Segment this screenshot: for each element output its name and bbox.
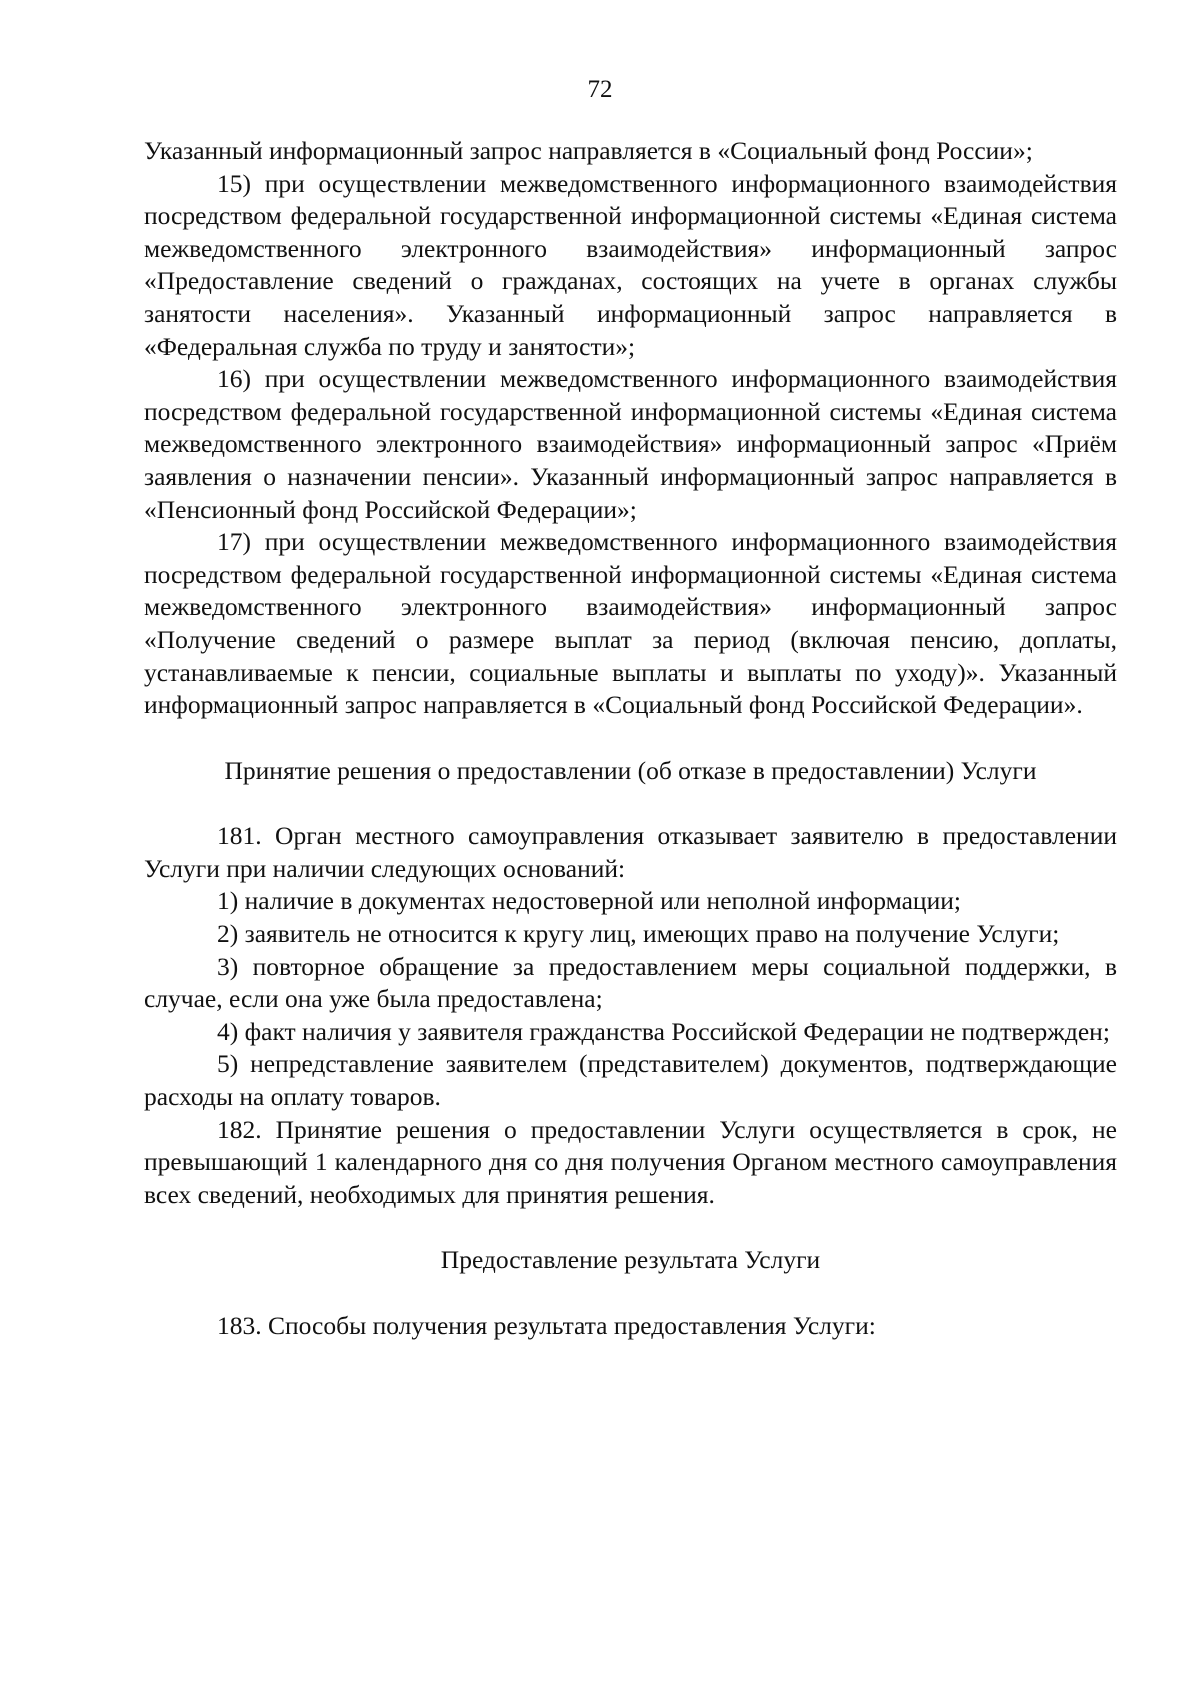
paragraph: 1) наличие в документах недостоверной или неполной информации; [217, 886, 961, 916]
paragraph: 16) при осуществлении межведомственного информационного взаимодействия посредством федеральной государственной информационной системы «Единая система межведомственного электронного взаимодействия» информационный запрос «Приём заявления о назначении пенсии». Указанный информационный запрос направляется в «Пенсионный фонд Российской Федерации»; [144, 364, 1117, 524]
paragraph: 15) при осуществлении межведомственного информационного взаимодействия посредством федеральной государственной информационной системы «Единая система межведомственного электронного взаимодействия» информационный запрос «Предоставление сведений о гражданах, состоящих на учете в органах службы занятости населения». Указанный информационный запрос направляется в «Федеральная служба по труду и занятости»; [144, 168, 1117, 361]
paragraph: 2) заявитель не относится к кругу лиц, имеющих право на получение Услуги; [217, 919, 1060, 949]
paragraph-gap [144, 1277, 1117, 1310]
document-body [144, 135, 1117, 1343]
paragraph: Указанный информационный запрос направляется в «Социальный фонд России»; [144, 136, 1033, 165]
section-heading: Предоставление результата Услуги [440, 1245, 821, 1275]
paragraph: 182. Принятие решения о предоставлении Услуги осуществляется в срок, не превышающий 1 календарного дня со дня получения Органом местного самоуправления всех сведений, необходимых для принятия решения. [144, 1114, 1117, 1209]
paragraph-gap [144, 1211, 1117, 1244]
page-number: 72 [587, 76, 613, 103]
section-heading: Принятие решения о предоставлении (об отказе в предоставлении) Услуги [224, 755, 1037, 785]
paragraph: 181. Орган местного самоуправления отказывает заявителю в предоставлении Услуги при наличии следующих оснований: [144, 821, 1117, 883]
paragraph: 5) непредставление заявителем (представителем) документов, подтверждающие расходы на оплату товаров. [144, 1049, 1117, 1112]
paragraph: 183. Способы получения результата предоставления Услуги: [217, 1311, 876, 1340]
paragraph-gap [144, 787, 1117, 820]
paragraph: 4) факт наличия у заявителя гражданства Российской Федерации не подтвержден; [217, 1016, 1110, 1046]
paragraph: 3) повторное обращение за предоставлением меры социальной поддержки, в случае, если она уже была предоставлена; [144, 951, 1117, 1014]
paragraph: 17) при осуществлении межведомственного информационного взаимодействия посредством федеральной государственной информационной системы «Единая система межведомственного электронного взаимодействия» информационный запрос «Получение сведений о размере выплат за период (включая пенсию, доплаты, устанавливаемые к пенсии, социальные выплаты и выплаты по уходу)». Указанный информационный запрос направляется в «Социальный фонд Российской Федерации». [144, 527, 1117, 720]
paragraph-gap [144, 722, 1117, 755]
